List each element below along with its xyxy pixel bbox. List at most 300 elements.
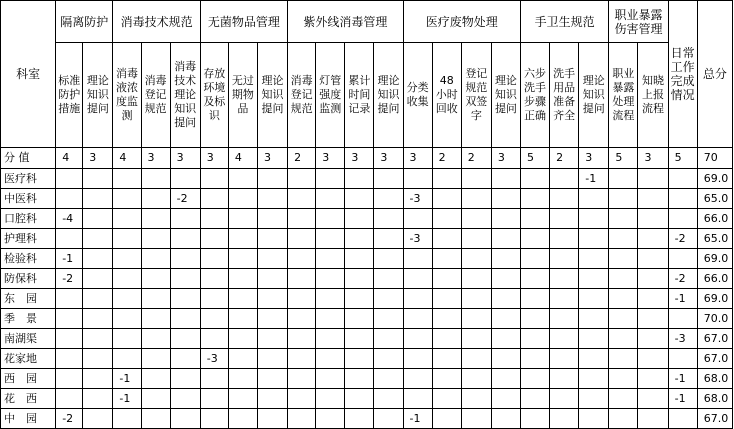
- deduction-cell: [461, 309, 491, 329]
- score-cell: 4: [56, 148, 83, 169]
- sub-header: 消毒登记规范: [141, 43, 170, 148]
- deduction-cell: [316, 189, 345, 209]
- score-cell: 3: [83, 148, 113, 169]
- sub-header: 理论知识提问: [374, 43, 403, 148]
- deduction-cell: [56, 289, 83, 309]
- deduction-cell: [521, 269, 550, 289]
- table-row: [1, 269, 733, 289]
- deduction-cell: [228, 189, 257, 209]
- deduction-cell: [638, 349, 668, 369]
- deduction-cell: [550, 189, 579, 209]
- deduction-cell: [113, 309, 141, 329]
- score-cell: 3: [403, 148, 432, 169]
- sub-header: 理论知识提问: [257, 43, 287, 148]
- deduction-cell: [257, 309, 287, 329]
- deduction-cell: [345, 289, 374, 309]
- deduction-cell: -1: [56, 249, 83, 269]
- deduction-cell: [316, 229, 345, 249]
- deduction-cell: [56, 389, 83, 409]
- category-disinfection: 消毒技术规范: [113, 1, 200, 43]
- deduction-cell: [288, 409, 316, 429]
- deduction-cell: [491, 269, 520, 289]
- total-header: 总分: [697, 1, 732, 148]
- deduction-cell: [200, 389, 228, 409]
- deduction-cell: [403, 209, 432, 229]
- deduction-cell: [141, 209, 170, 229]
- deduction-cell: [432, 249, 461, 269]
- deduction-cell: -1: [113, 369, 141, 389]
- deduction-cell: [141, 269, 170, 289]
- deduction-cell: [403, 329, 432, 349]
- deduction-cell: [403, 289, 432, 309]
- deduction-cell: [170, 369, 200, 389]
- deduction-cell: [257, 389, 287, 409]
- deduction-cell: -1: [403, 409, 432, 429]
- deduction-cell: [345, 369, 374, 389]
- deduction-cell: [345, 409, 374, 429]
- deduction-cell: [345, 389, 374, 409]
- sub-header: 六步洗手步骤正确: [521, 43, 550, 148]
- deduction-cell: [141, 169, 170, 189]
- deduction-cell: [461, 169, 491, 189]
- deduction-cell: [316, 289, 345, 309]
- deduction-cell: [579, 389, 609, 409]
- deduction-cell: [374, 309, 403, 329]
- deduction-cell: [579, 189, 609, 209]
- sub-header: 消毒技术理论知识提问: [170, 43, 200, 148]
- deduction-cell: [521, 169, 550, 189]
- table-row: [1, 169, 733, 189]
- score-cell: 3: [638, 148, 668, 169]
- deduction-cell: [288, 389, 316, 409]
- deduction-cell: [113, 249, 141, 269]
- deduction-cell: [491, 309, 520, 329]
- deduction-cell: [83, 249, 113, 269]
- deduction-cell: [170, 389, 200, 409]
- deduction-cell: [432, 309, 461, 329]
- deduction-cell: [432, 229, 461, 249]
- deduction-cell: [550, 389, 579, 409]
- deduction-cell: [228, 209, 257, 229]
- deduction-cell: [550, 249, 579, 269]
- table-row: [1, 249, 733, 269]
- sub-header: 存放环境及标识: [200, 43, 228, 148]
- score-row: [1, 148, 733, 169]
- dept-name: 医疗科: [1, 169, 56, 189]
- deduction-cell: [316, 349, 345, 369]
- total-cell: 66.0: [697, 209, 732, 229]
- deduction-cell: [432, 169, 461, 189]
- deduction-cell: [113, 209, 141, 229]
- deduction-cell: [288, 249, 316, 269]
- deduction-cell: [550, 229, 579, 249]
- dept-name: 防保科: [1, 269, 56, 289]
- table-row: [1, 369, 733, 389]
- total-cell: 67.0: [697, 349, 732, 369]
- deduction-cell: [345, 229, 374, 249]
- dept-name: 花 西: [1, 389, 56, 409]
- category-isolation: 隔离防护: [56, 1, 113, 43]
- deduction-cell: [521, 189, 550, 209]
- deduction-cell: [316, 329, 345, 349]
- dept-name: 南湖渠: [1, 329, 56, 349]
- deduction-cell: [316, 389, 345, 409]
- category-header-row: [1, 1, 733, 43]
- deduction-cell: [170, 169, 200, 189]
- deduction-cell: [638, 169, 668, 189]
- deduction-cell: [579, 349, 609, 369]
- deduction-cell: -4: [56, 209, 83, 229]
- deduction-cell: [374, 369, 403, 389]
- dept-name: 中医科: [1, 189, 56, 209]
- deduction-cell: [83, 169, 113, 189]
- deduction-cell: [521, 289, 550, 309]
- category-sterile-items: 无菌物品管理: [200, 1, 287, 43]
- deduction-cell: [668, 209, 697, 229]
- deduction-cell: [200, 369, 228, 389]
- sub-header: 登记规范双签字: [461, 43, 491, 148]
- deduction-cell: [579, 369, 609, 389]
- total-cell: 70.0: [697, 309, 732, 329]
- deduction-cell: -3: [403, 229, 432, 249]
- deduction-cell: [609, 269, 638, 289]
- deduction-cell: [668, 349, 697, 369]
- deduction-cell: [579, 289, 609, 309]
- deduction-cell: [200, 249, 228, 269]
- deduction-cell: [491, 189, 520, 209]
- deduction-cell: [374, 189, 403, 209]
- table-row: [1, 409, 733, 429]
- deduction-cell: [345, 329, 374, 349]
- deduction-cell: [609, 389, 638, 409]
- table-row: [1, 329, 733, 349]
- deduction-cell: [228, 389, 257, 409]
- deduction-cell: [56, 309, 83, 329]
- deduction-cell: [288, 209, 316, 229]
- deduction-cell: [668, 169, 697, 189]
- deduction-cell: [288, 289, 316, 309]
- deduction-cell: -1: [579, 169, 609, 189]
- deduction-cell: [200, 189, 228, 209]
- sub-header: 累计时间记录: [345, 43, 374, 148]
- deduction-cell: [579, 309, 609, 329]
- deduction-cell: [403, 249, 432, 269]
- deduction-cell: [461, 209, 491, 229]
- deduction-cell: [200, 329, 228, 349]
- deduction-cell: [374, 389, 403, 409]
- deduction-cell: [638, 289, 668, 309]
- deduction-cell: [288, 269, 316, 289]
- deduction-cell: [170, 409, 200, 429]
- score-cell: 3: [345, 148, 374, 169]
- deduction-cell: [550, 329, 579, 349]
- deduction-cell: [141, 309, 170, 329]
- deduction-cell: [56, 369, 83, 389]
- deduction-cell: [550, 309, 579, 329]
- deduction-cell: [521, 389, 550, 409]
- deduction-cell: [609, 409, 638, 429]
- table-row: [1, 309, 733, 329]
- deduction-cell: [113, 229, 141, 249]
- deduction-cell: [609, 189, 638, 209]
- deduction-cell: [550, 409, 579, 429]
- deduction-cell: [257, 209, 287, 229]
- deduction-cell: [200, 309, 228, 329]
- deduction-cell: [432, 289, 461, 309]
- deduction-cell: [521, 209, 550, 229]
- deduction-cell: [170, 209, 200, 229]
- deduction-cell: [638, 209, 668, 229]
- total-score-cell: 70: [697, 148, 732, 169]
- deduction-cell: [461, 349, 491, 369]
- deduction-cell: [668, 189, 697, 209]
- total-cell: 69.0: [697, 169, 732, 189]
- deduction-cell: [521, 309, 550, 329]
- dept-name: 花家地: [1, 349, 56, 369]
- deduction-cell: [228, 269, 257, 289]
- total-cell: 68.0: [697, 369, 732, 389]
- subheader-row: [1, 43, 733, 148]
- deduction-cell: [461, 409, 491, 429]
- score-cell: 3: [316, 148, 345, 169]
- deduction-cell: [461, 369, 491, 389]
- deduction-cell: [638, 229, 668, 249]
- deduction-cell: [200, 409, 228, 429]
- deduction-cell: [609, 309, 638, 329]
- deduction-cell: [170, 269, 200, 289]
- deduction-cell: [579, 269, 609, 289]
- deduction-cell: [113, 289, 141, 309]
- deduction-cell: [288, 349, 316, 369]
- table-row: [1, 209, 733, 229]
- table-body: [1, 1, 733, 429]
- deduction-cell: [83, 389, 113, 409]
- deduction-cell: [609, 229, 638, 249]
- deduction-cell: -3: [403, 189, 432, 209]
- deduction-cell: [374, 249, 403, 269]
- deduction-cell: [403, 369, 432, 389]
- score-cell: 3: [257, 148, 287, 169]
- score-cell: 4: [228, 148, 257, 169]
- deduction-cell: [316, 269, 345, 289]
- deduction-cell: -2: [170, 189, 200, 209]
- deduction-cell: [141, 249, 170, 269]
- table-row: [1, 229, 733, 249]
- deduction-cell: [316, 369, 345, 389]
- sub-header: 理论知识提问: [491, 43, 520, 148]
- score-cell: 2: [550, 148, 579, 169]
- deduction-cell: [432, 269, 461, 289]
- deduction-cell: [609, 349, 638, 369]
- deduction-cell: [550, 169, 579, 189]
- deduction-cell: [374, 169, 403, 189]
- score-cell: 2: [432, 148, 461, 169]
- deduction-cell: [345, 209, 374, 229]
- deduction-cell: [491, 209, 520, 229]
- deduction-cell: [374, 409, 403, 429]
- score-cell: 3: [200, 148, 228, 169]
- deduction-cell: [83, 269, 113, 289]
- total-cell: 67.0: [697, 409, 732, 429]
- total-cell: 69.0: [697, 289, 732, 309]
- deduction-cell: [521, 409, 550, 429]
- deduction-cell: [579, 229, 609, 249]
- sub-header: 标准防护措施: [56, 43, 83, 148]
- dept-name: 西 园: [1, 369, 56, 389]
- deduction-cell: [432, 189, 461, 209]
- deduction-cell: [550, 369, 579, 389]
- deduction-cell: [141, 289, 170, 309]
- deduction-cell: [83, 369, 113, 389]
- deduction-cell: [432, 329, 461, 349]
- deduction-cell: -1: [668, 369, 697, 389]
- score-cell: 3: [374, 148, 403, 169]
- deduction-cell: [113, 189, 141, 209]
- deduction-cell: -1: [113, 389, 141, 409]
- deduction-cell: [403, 389, 432, 409]
- score-cell: 4: [113, 148, 141, 169]
- deduction-cell: -2: [56, 409, 83, 429]
- deduction-cell: [56, 349, 83, 369]
- deduction-cell: [374, 349, 403, 369]
- deduction-cell: [141, 369, 170, 389]
- dept-header: 科室: [1, 1, 56, 148]
- total-cell: 66.0: [697, 269, 732, 289]
- deduction-cell: [521, 369, 550, 389]
- deduction-cell: [550, 349, 579, 369]
- deduction-cell: [200, 269, 228, 289]
- deduction-cell: [288, 329, 316, 349]
- deduction-cell: [56, 189, 83, 209]
- deduction-cell: [288, 189, 316, 209]
- deduction-cell: -2: [668, 229, 697, 249]
- sub-header: 48小时回收: [432, 43, 461, 148]
- deduction-cell: [491, 329, 520, 349]
- table-row: [1, 349, 733, 369]
- deduction-cell: [113, 349, 141, 369]
- deduction-cell: [521, 229, 550, 249]
- sub-header: 知晓上报流程: [638, 43, 668, 148]
- deduction-cell: [228, 329, 257, 349]
- deduction-cell: [316, 209, 345, 229]
- deduction-cell: [638, 389, 668, 409]
- deduction-cell: -1: [668, 389, 697, 409]
- deduction-cell: [228, 249, 257, 269]
- deduction-cell: [491, 409, 520, 429]
- deduction-cell: [345, 249, 374, 269]
- deduction-cell: [83, 289, 113, 309]
- sub-header: 洗手用品准备齐全: [550, 43, 579, 148]
- deduction-cell: -3: [200, 349, 228, 369]
- sub-header: 消毒液浓度监测: [113, 43, 141, 148]
- deduction-cell: [113, 269, 141, 289]
- deduction-cell: [257, 329, 287, 349]
- deduction-cell: [403, 349, 432, 369]
- deduction-cell: [141, 349, 170, 369]
- deduction-cell: [83, 189, 113, 209]
- score-cell: 5: [521, 148, 550, 169]
- deduction-cell: [257, 409, 287, 429]
- deduction-cell: [345, 349, 374, 369]
- deduction-cell: [521, 249, 550, 269]
- deduction-cell: [638, 189, 668, 209]
- deduction-cell: [56, 229, 83, 249]
- deduction-cell: [668, 249, 697, 269]
- deduction-cell: [170, 229, 200, 249]
- deduction-cell: [638, 409, 668, 429]
- score-cell: 2: [461, 148, 491, 169]
- score-cell: 2: [288, 148, 316, 169]
- deduction-cell: [141, 329, 170, 349]
- deduction-cell: [668, 309, 697, 329]
- dept-name: 护理科: [1, 229, 56, 249]
- total-cell: 65.0: [697, 229, 732, 249]
- daily-work-header: 日常工作完成情况: [668, 1, 697, 148]
- deduction-cell: [345, 309, 374, 329]
- score-cell: 3: [141, 148, 170, 169]
- deduction-cell: [374, 329, 403, 349]
- deduction-cell: [491, 229, 520, 249]
- deduction-cell: [141, 229, 170, 249]
- deduction-cell: [228, 229, 257, 249]
- deduction-cell: -2: [668, 269, 697, 289]
- deduction-cell: [374, 269, 403, 289]
- category-medical-waste: 医疗废物处理: [403, 1, 520, 43]
- deduction-cell: [579, 409, 609, 429]
- deduction-cell: [170, 249, 200, 269]
- deduction-cell: [403, 169, 432, 189]
- deduction-cell: [83, 209, 113, 229]
- deduction-cell: [461, 249, 491, 269]
- score-cell: 3: [491, 148, 520, 169]
- deduction-cell: [316, 409, 345, 429]
- deduction-cell: [257, 169, 287, 189]
- deduction-cell: [228, 169, 257, 189]
- deduction-cell: -1: [668, 289, 697, 309]
- total-cell: 67.0: [697, 329, 732, 349]
- deduction-cell: [491, 389, 520, 409]
- deduction-cell: [228, 289, 257, 309]
- deduction-cell: [432, 409, 461, 429]
- deduction-cell: [491, 289, 520, 309]
- deduction-cell: [170, 329, 200, 349]
- category-uv: 紫外线消毒管理: [288, 1, 403, 43]
- deduction-cell: -3: [668, 329, 697, 349]
- total-cell: 69.0: [697, 249, 732, 269]
- deduction-cell: [345, 269, 374, 289]
- deduction-cell: [228, 309, 257, 329]
- deduction-cell: [609, 369, 638, 389]
- deduction-cell: [638, 309, 668, 329]
- deduction-cell: [461, 329, 491, 349]
- deduction-cell: [113, 169, 141, 189]
- deduction-cell: [432, 349, 461, 369]
- deduction-cell: [56, 169, 83, 189]
- deduction-cell: [257, 349, 287, 369]
- score-cell: 3: [170, 148, 200, 169]
- sub-header: 理论知识提问: [579, 43, 609, 148]
- deduction-cell: [609, 289, 638, 309]
- deduction-cell: [374, 229, 403, 249]
- category-occupational-exposure: 职业暴露伤害管理: [609, 1, 668, 43]
- deduction-cell: [83, 409, 113, 429]
- deduction-cell: [83, 229, 113, 249]
- table-row: [1, 189, 733, 209]
- deduction-cell: [228, 349, 257, 369]
- dept-name: 东 园: [1, 289, 56, 309]
- deduction-cell: [257, 369, 287, 389]
- deduction-cell: [550, 269, 579, 289]
